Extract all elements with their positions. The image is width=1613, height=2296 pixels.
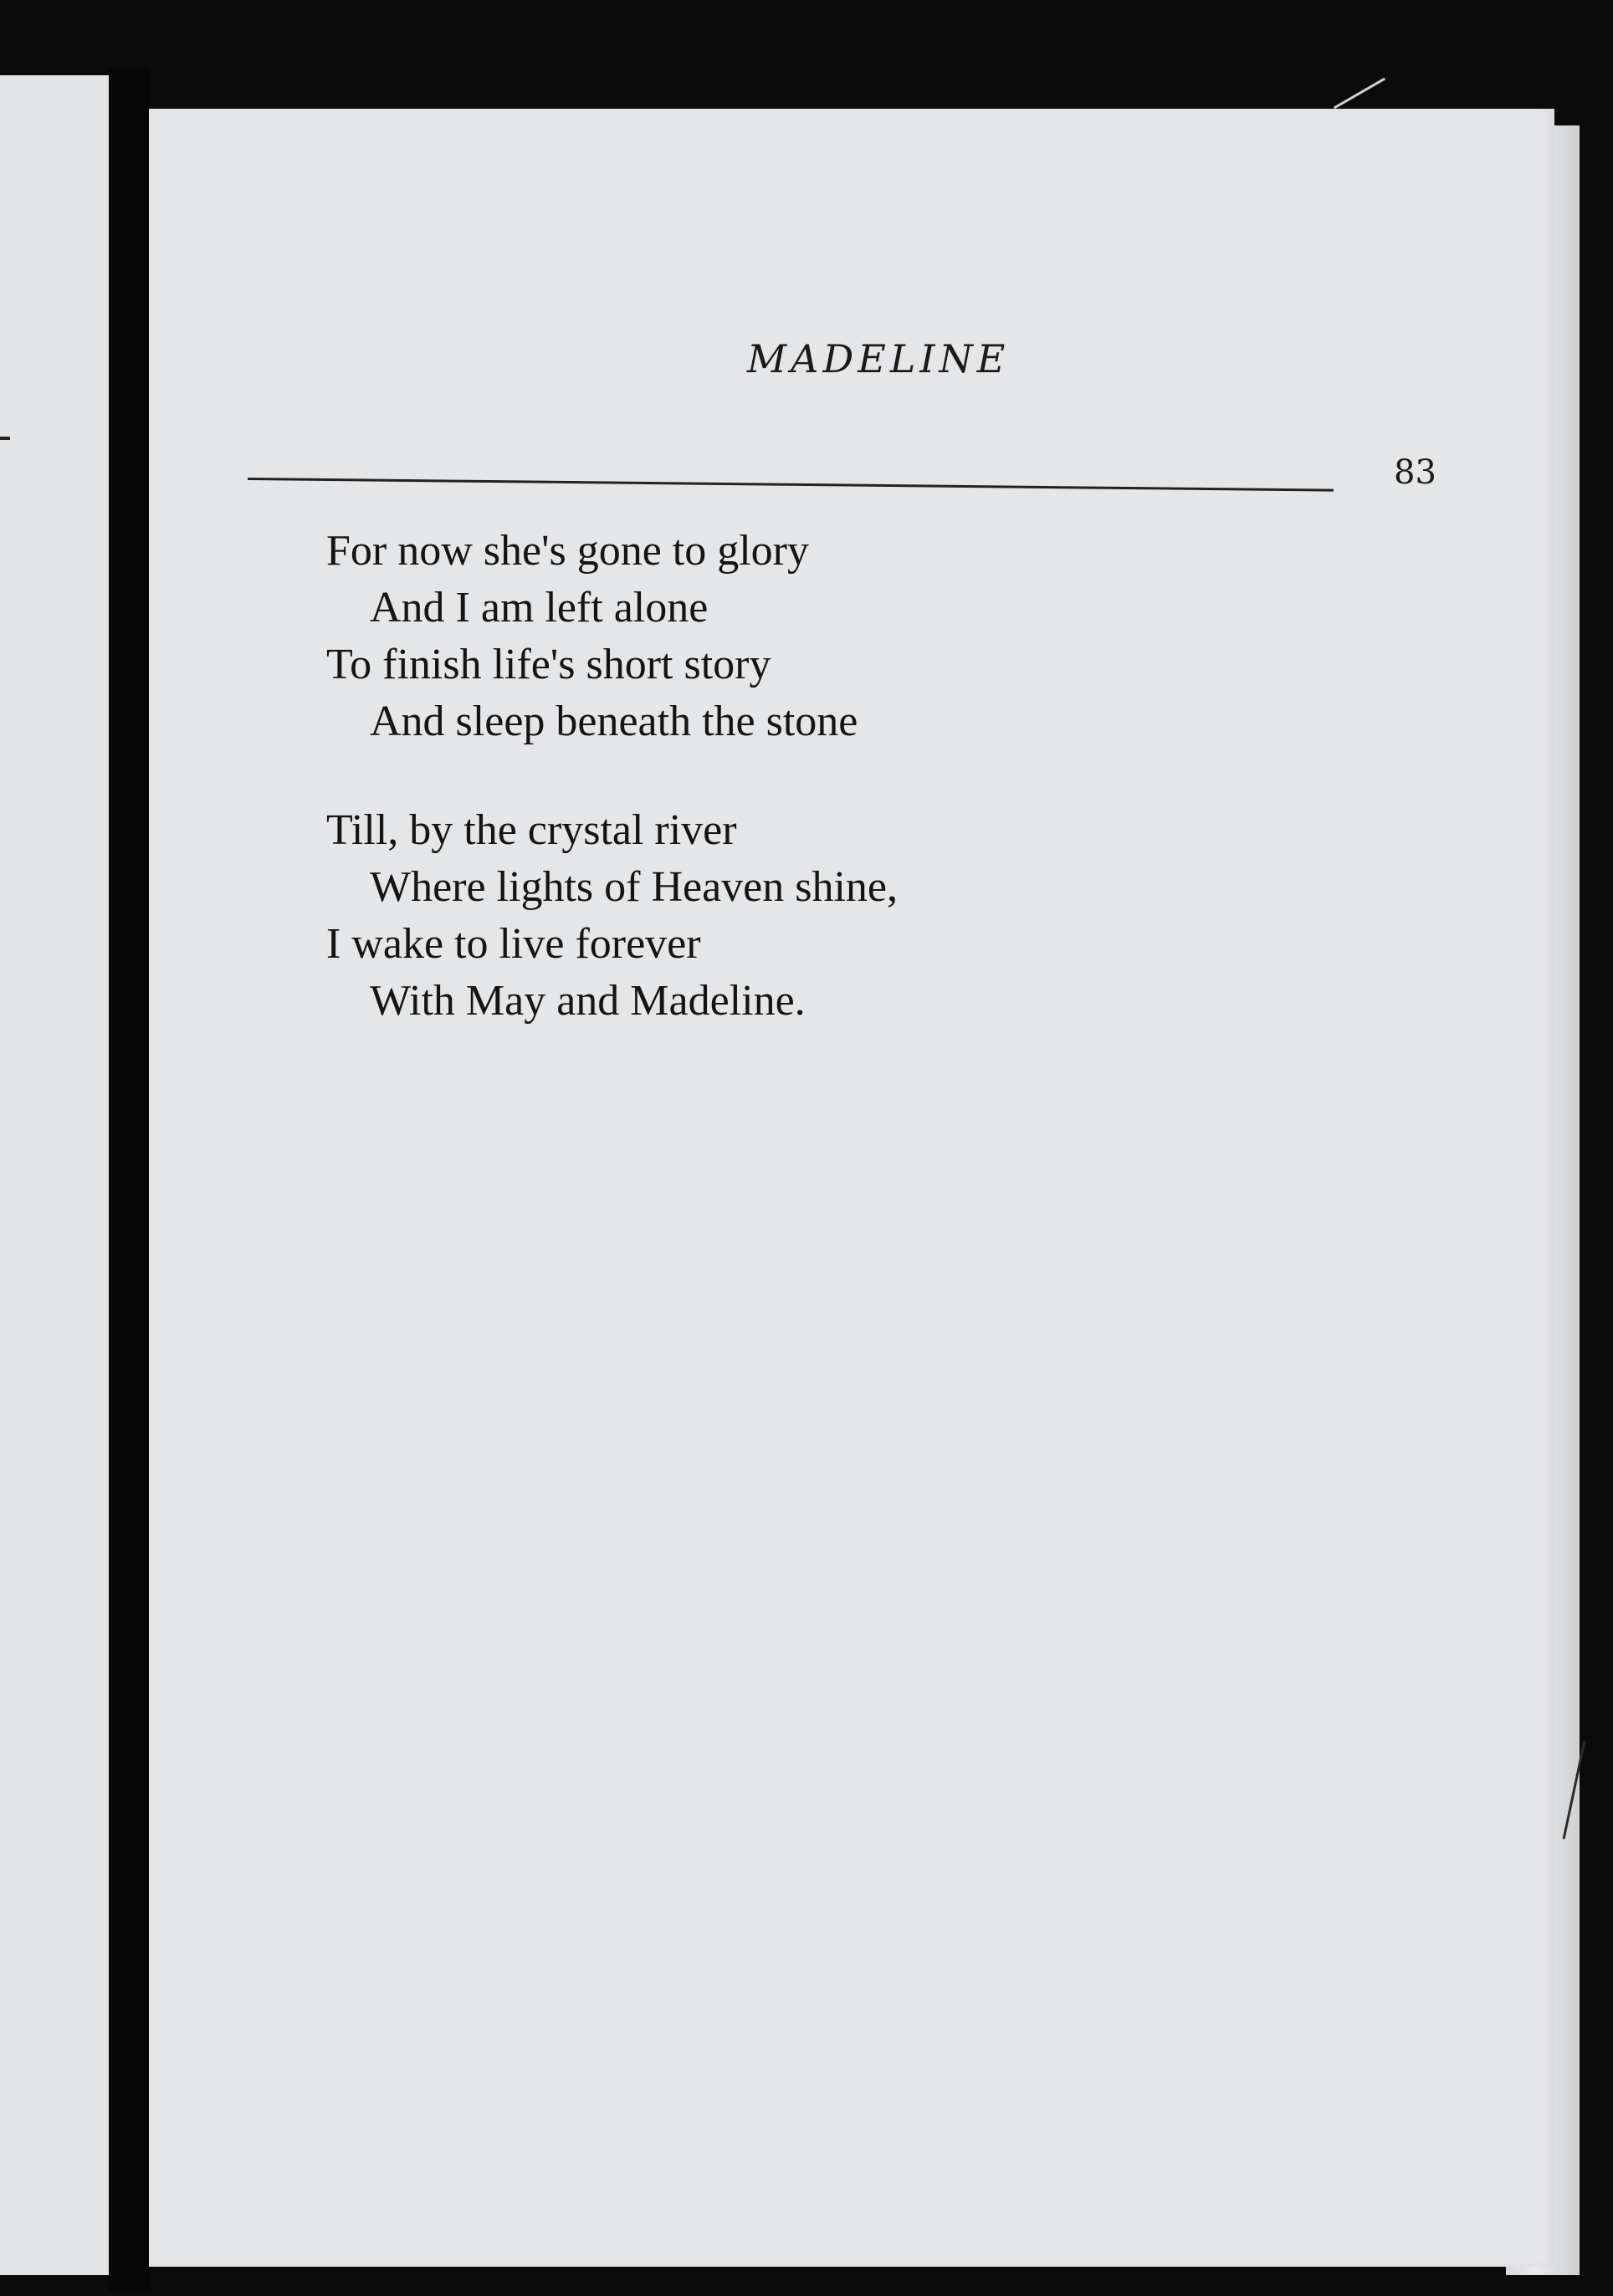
poem-body (326, 523, 1330, 1082)
book-gutter (109, 67, 151, 2292)
poem-line: For now she's gone to glory (326, 527, 810, 575)
poem-line: I wake to live forever (326, 920, 701, 968)
stanza (326, 523, 1330, 750)
poem-line: Where lights of Heaven shine, (370, 863, 899, 911)
scan-speck (1334, 78, 1385, 110)
poem-line: And sleep beneath the stone (370, 698, 858, 745)
poem-line: Till, by the crystal river (326, 806, 737, 854)
running-head (241, 336, 1479, 504)
poem-line: With May and Madeline. (370, 977, 806, 1025)
poem-line: To finish life's short story (326, 641, 771, 688)
stanza (326, 802, 1330, 1030)
running-head-title: MADELINE (747, 336, 1010, 381)
page-number: 83 (1394, 453, 1436, 492)
poem-line: And I am left alone (370, 584, 709, 632)
book-page (149, 109, 1554, 2267)
left-page-mark (0, 437, 10, 440)
left-page-edge (0, 75, 114, 2275)
